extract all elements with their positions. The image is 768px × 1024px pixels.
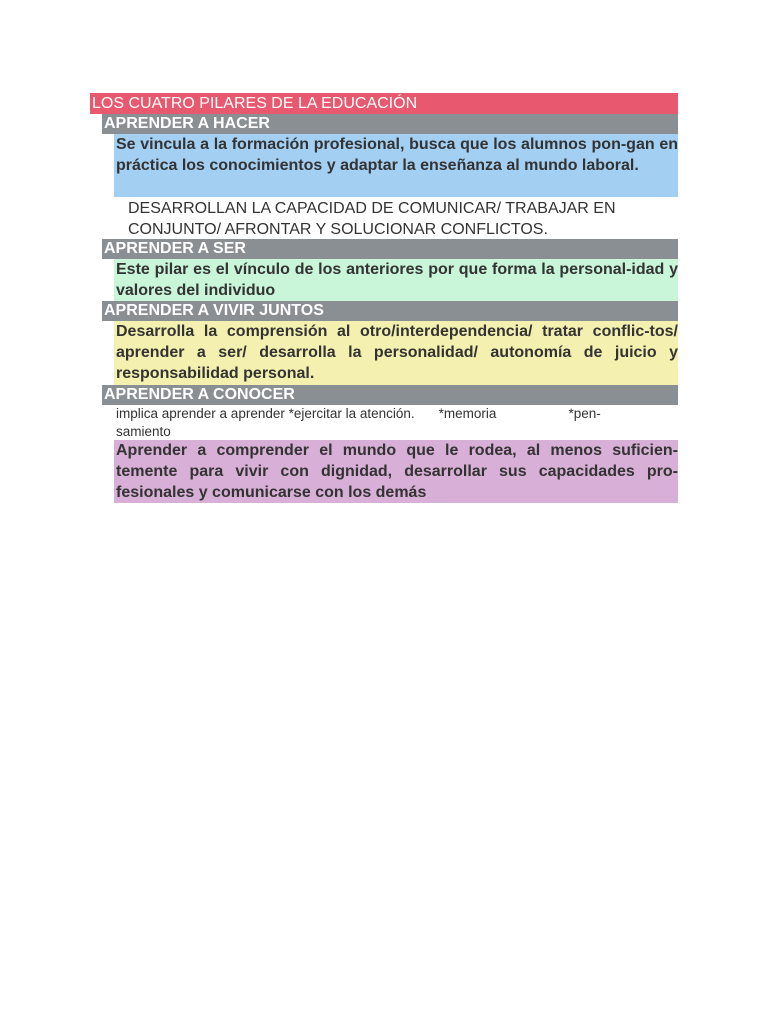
text-aprender-a-conocer: Aprender a comprender el mundo que le rodea, al menos suficien-temente para vivir con dignidad, desarrollar sus capacidades pro-fesionales y comunicarse con los demás <box>116 442 678 501</box>
text-aprender-a-vivir-juntos: Desarrolla la comprensión al otro/interdependencia/ tratar conflic-tos/ aprender a ser/ desarrolla la personalidad/ autonomía de juicio y responsabilidad personal. <box>114 321 678 385</box>
heading-aprender-a-ser: APRENDER A SER <box>102 239 678 259</box>
note-part-atencion: implica aprender a aprender *ejercitar la atención. <box>116 406 415 421</box>
heading-aprender-a-hacer: APRENDER A HACER <box>102 114 678 134</box>
text-aprender-a-ser: Este pilar es el vínculo de los anteriores por que forma la personal-idad y valores del individuo <box>116 261 678 299</box>
text-aprender-a-hacer: Se vincula a la formación profesional, busca que los alumnos pon-gan en práctica los conocimientos y adaptar la enseñanza al mundo laboral. <box>114 134 678 197</box>
heading-aprender-a-vivir-juntos: APRENDER A VIVIR JUNTOS <box>102 301 678 321</box>
note-part-memoria: *memoria <box>438 406 497 421</box>
page-title: LOS CUATRO PILARES DE LA EDUCACIÓN <box>90 93 678 114</box>
note-part-pensamiento: *pen-samiento <box>116 406 601 439</box>
note-aprender-a-hacer: DESARROLLAN LA CAPACIDAD DE COMUNICAR/ TRABAJAR EN CONJUNTO/ AFRONTAR Y SOLUCIONAR CONFLICTOS. <box>128 200 616 238</box>
heading-aprender-a-conocer: APRENDER A CONOCER <box>102 385 678 405</box>
note-aprender-a-conocer <box>116 405 650 441</box>
